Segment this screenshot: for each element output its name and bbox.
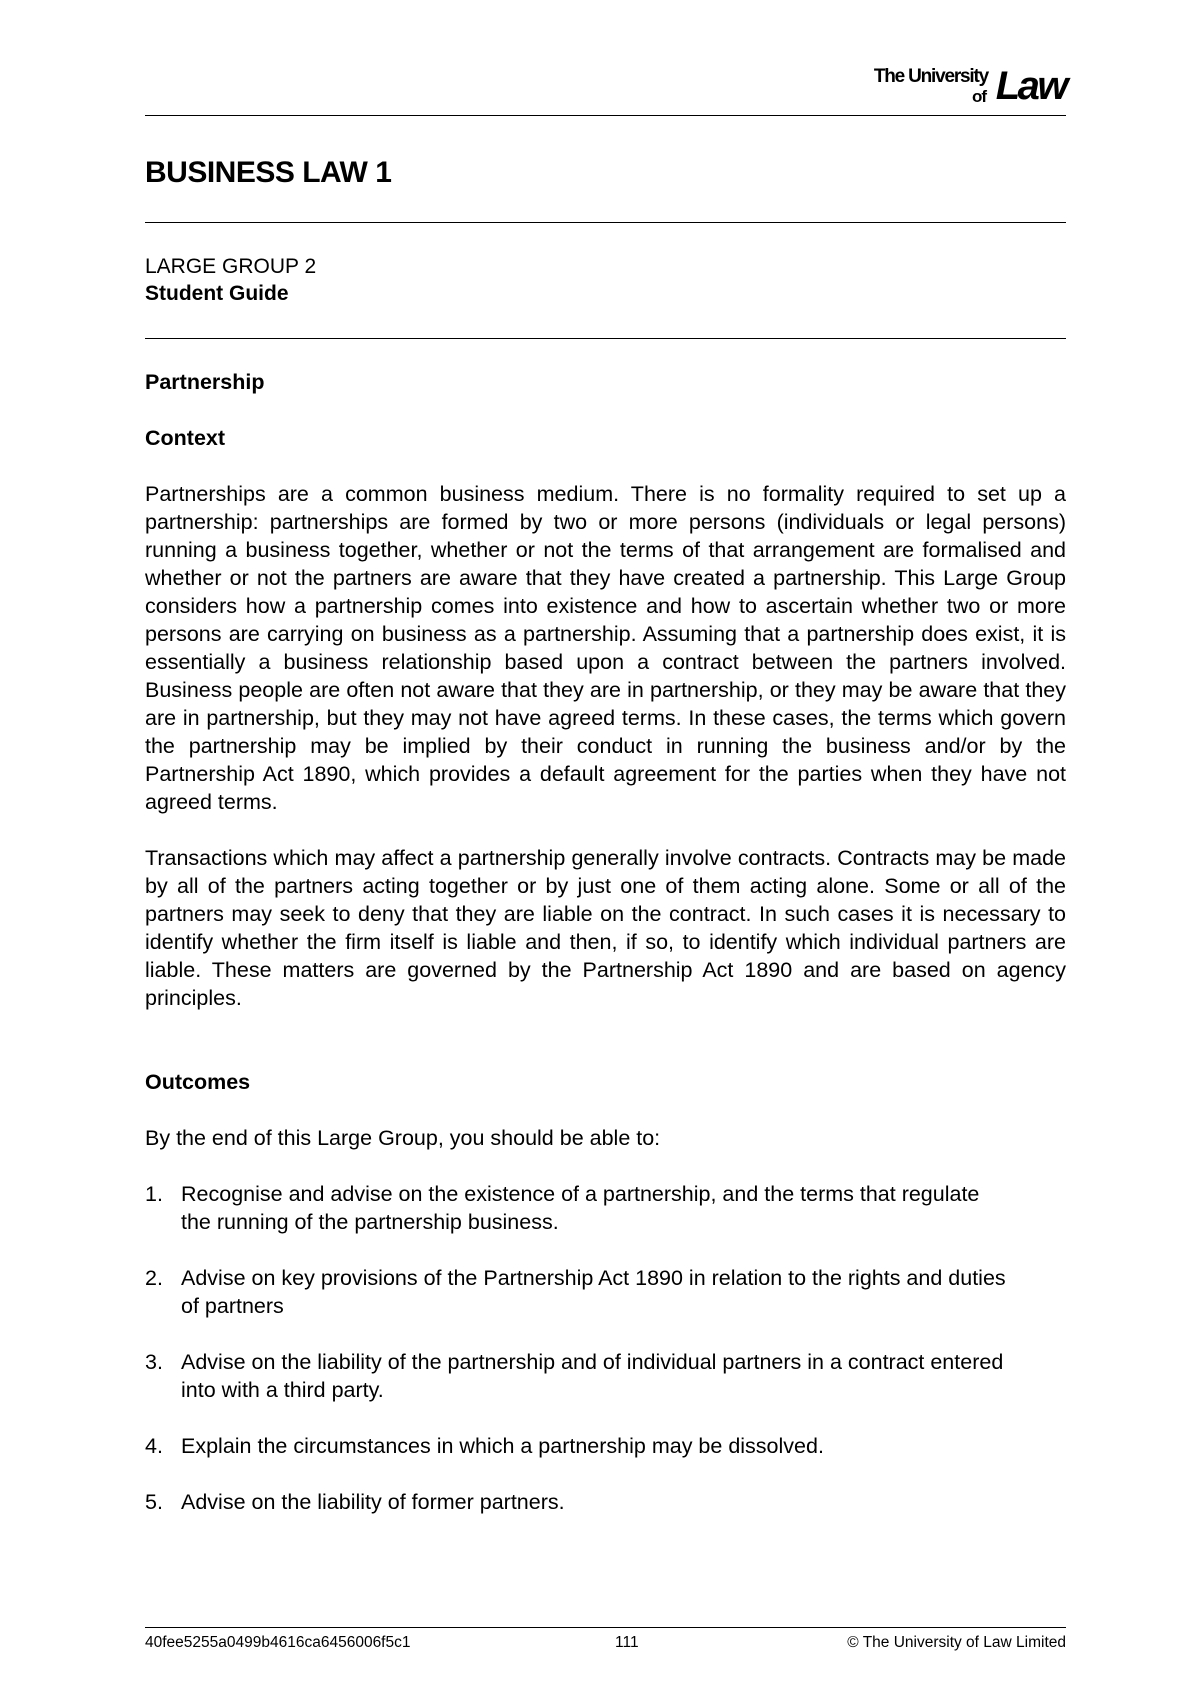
topic-heading: Partnership [145, 370, 265, 394]
outcomes-heading: Outcomes [145, 1070, 251, 1094]
title-divider [145, 222, 1066, 223]
outcomes-intro: By the end of this Large Group, you should be able to: [145, 1126, 661, 1150]
outcomes-list [145, 1180, 1066, 1516]
outcome-number: 1. [145, 1182, 163, 1206]
context-paragraph-1: Partnerships are a common business medium. There is no formality required to set up a partnership: partnerships are formed by two or more persons (individuals or legal persons) running a business together, whether or not the terms of that arrangement are formalised and whether or not the partners are aware that they have created a partnership. This Large Group considers how a partnership comes into existence and how to ascertain whether two or more persons are carrying on business as a partnership. Assuming that a partnership does exist, it is essentially a business relationship based upon a contract between the partners involved. Business people are often not aware that they are in partnership, or they may be aware that they are in partnership, but they may not have agreed terms. In these cases, the terms which govern the partnership may be implied by their conduct in running the business and/or by the Partnership Act 1890, which provides a default agreement for the parties when they have not agreed terms. [145, 482, 1066, 814]
outcome-text: Explain the circumstances in which a partnership may be dissolved. [181, 1434, 824, 1458]
document-id: 40fee5255a0499b4616ca6456006f5c1 [145, 1634, 411, 1651]
outcome-number: 5. [145, 1490, 163, 1514]
outcome-item [145, 1264, 1066, 1320]
outcome-item [145, 1348, 1066, 1404]
university-logo [854, 60, 1066, 110]
context-paragraph-2: Transactions which may affect a partnership generally involve contracts. Contracts may be made by all of the partners acting together or by just one of them acting alone. Some or all of the partners may seek to deny that they are liable on the contract. In such cases it is necessary to identify whether the firm itself is liable and then, if so, to identify which individual partners are liable. These matters are governed by the Partnership Act 1890 and are based on agency principles. [145, 846, 1066, 1010]
outcome-number: 3. [145, 1350, 163, 1374]
context-heading: Context [145, 426, 226, 450]
outcome-number: 2. [145, 1266, 163, 1290]
footer-divider [145, 1627, 1066, 1628]
logo-line-3: Law [995, 64, 1066, 108]
student-guide-label: Student Guide [145, 282, 289, 305]
outcome-item [145, 1432, 1066, 1460]
outcome-number: 4. [145, 1434, 163, 1458]
outcome-text: Advise on the liability of former partners. [181, 1490, 565, 1514]
page-number: 111 [615, 1634, 639, 1651]
logo-line-2: of [971, 87, 986, 106]
outcome-text: Recognise and advise on the existence of a partnership, and the terms that regulate the running of the partnership business. [181, 1182, 980, 1234]
subtitle-divider [145, 338, 1066, 339]
outcome-item [145, 1180, 1066, 1236]
outcome-text: Advise on key provisions of the Partnership Act 1890 in relation to the rights and duties of partners [181, 1266, 1006, 1318]
large-group-label: LARGE GROUP 2 [145, 255, 317, 278]
outcome-text: Advise on the liability of the partnership and of individual partners in a contract entered into with a third party. [181, 1350, 1004, 1402]
page-footer [145, 1633, 1066, 1655]
main-content [145, 368, 1066, 1544]
copyright-notice: © The University of Law Limited [847, 1634, 1066, 1651]
logo-line-1: The University [873, 66, 988, 87]
page-title: BUSINESS LAW 1 [145, 156, 392, 189]
outcome-item [145, 1488, 1066, 1516]
header-divider [145, 115, 1066, 116]
